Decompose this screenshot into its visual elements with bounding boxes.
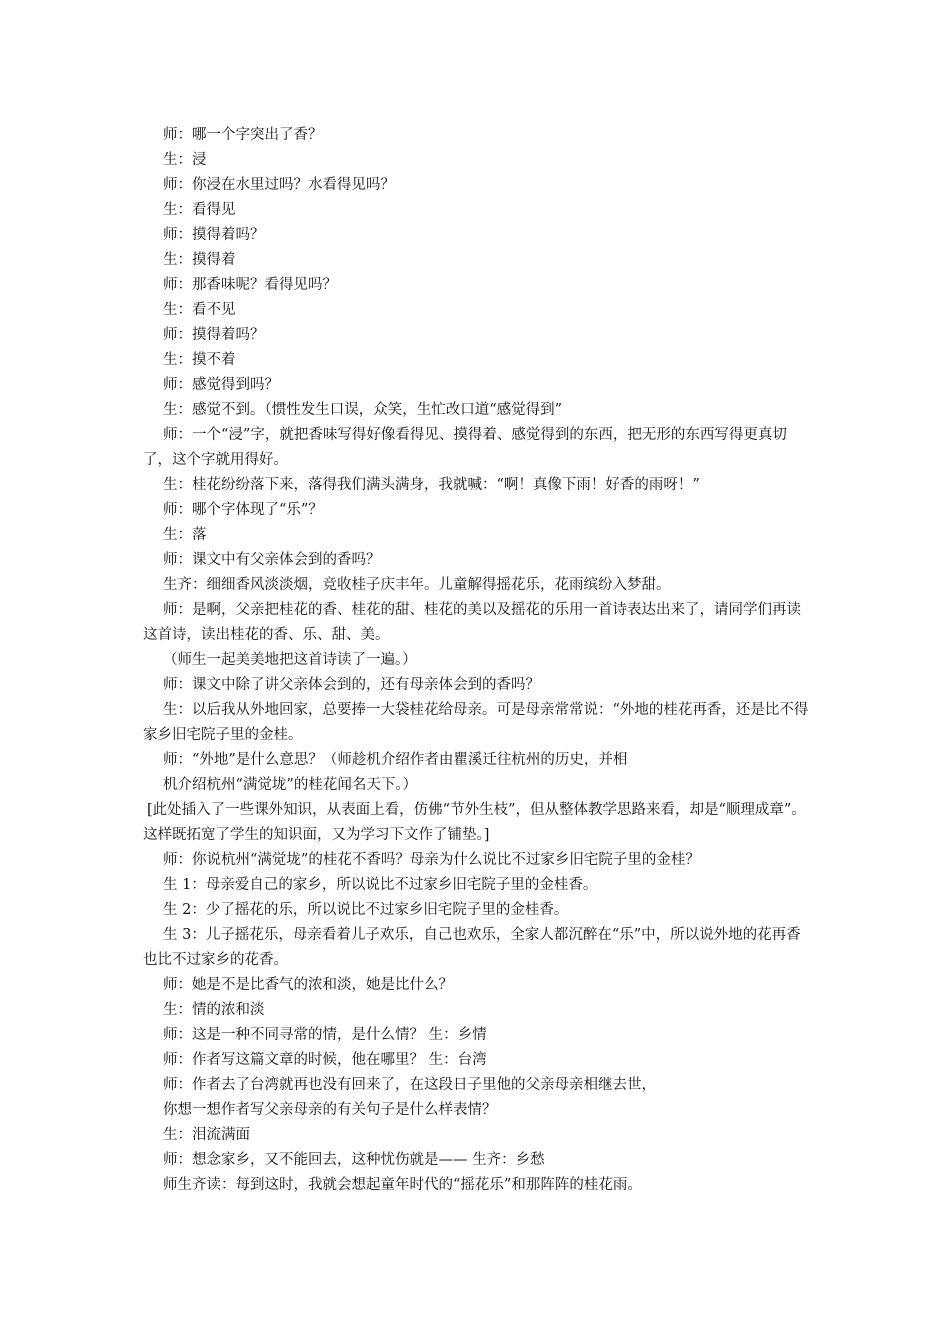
dialogue-line: 师：感觉得到吗？ <box>163 377 279 393</box>
dialogue-line: 生 1：母亲爱自己的家乡，所以说比不过家乡旧宅院子里的金桂香。 <box>163 877 598 893</box>
dialogue-line: 师：这是一种不同寻常的情，是什么情？ 生：乡情 <box>163 1027 487 1043</box>
dialogue-line: 师生齐读：每到这时，我就会想起童年时代的“摇花乐”和那阵阵的桂花雨。 <box>163 1177 642 1193</box>
dialogue-line: 师：哪一个字突出了香？ <box>163 127 323 143</box>
dialogue-line: 师：摸得着吗？ <box>163 227 265 243</box>
commentary-note: [此处插入了一些课外知识，从表面上看，仿佛“节外生枝”，但从整体教学思路来看，却是“顺理成章”。这样既拓宽了学生的知识面，又为学习下文作了铺垫。] <box>143 802 806 843</box>
dialogue-line: 生：以后我从外地回家，总要捧一大袋桂花给母亲。可是母亲常常说：“外地的桂花再香，还是比不得家乡旧宅院子里的金桂。 <box>143 702 809 743</box>
dialogue-line: 生：桂花纷纷落下来，落得我们满头满身，我就喊：“啊！真像下雨！好香的雨呀！” <box>163 477 700 493</box>
dialogue-line: 师：课文中除了讲父亲体会到的，还有母亲体会到的香吗？ <box>163 677 540 693</box>
dialogue-line: 生：浸 <box>163 152 207 168</box>
dialogue-line: 生 3：儿子摇花乐，母亲看着儿子欢乐，自己也欢乐，全家人都沉醉在“乐”中，所以说外地的花再香也比不过家乡的花香。 <box>143 927 801 968</box>
dialogue-line: 生：情的浓和淡 <box>163 1002 265 1018</box>
dialogue-line-continued: 你想一想作者写父亲母亲的有关句子是什么样表情？ <box>163 1102 497 1118</box>
dialogue-line: 生：泪流满面 <box>163 1127 250 1143</box>
dialogue-line: 师：“外地”是什么意思？（师趁机介绍作者由瞿溪迁往杭州的历史，并相 <box>163 752 628 768</box>
dialogue-line: 师：想念家乡，又不能回去，这种忧伤就是—— 生齐：乡愁 <box>163 1152 545 1168</box>
stage-direction: （师生一起美美地把这首诗读了一遍。） <box>163 652 417 668</box>
dialogue-line: 生：看得见 <box>163 202 236 218</box>
dialogue-line: 师：你浸在水里过吗？水看得见吗？ <box>163 177 395 193</box>
dialogue-line: 师：课文中有父亲体会到的香吗？ <box>163 552 381 568</box>
dialogue-line: 生：摸不着 <box>163 352 236 368</box>
poem-line: 生齐：细细香风淡淡烟，竞收桂子庆丰年。儿童解得摇花乐，花雨缤纷入梦甜。 <box>163 577 671 593</box>
dialogue-line: 师：作者写这篇文章的时候，他在哪里？ 生：台湾 <box>163 1052 487 1068</box>
dialogue-line: 生 2：少了摇花的乐，所以说比不过家乡旧宅院子里的金桂香。 <box>163 902 569 918</box>
dialogue-line: 生：感觉不到。（惯性发生口误，众笑，生忙改口道“感觉得到” <box>163 402 563 418</box>
dialogue-line: 生：看不见 <box>163 302 236 318</box>
dialogue-line: 师：那香味呢？看得见吗？ <box>163 277 337 293</box>
dialogue-line-continued: 机介绍杭州“满觉垅”的桂花闻名天下。） <box>163 777 418 793</box>
dialogue-line: 师：是啊，父亲把桂花的香、桂花的甜、桂花的美以及摇花的乐用一首诗表达出来了，请同学们再读这首诗，读出桂花的香、乐、甜、美。 <box>143 602 801 643</box>
dialogue-line: 师：你说杭州“满觉垅”的桂花不香吗？母亲为什么说比不过家乡旧宅院子里的金桂？ <box>163 852 700 868</box>
dialogue-line: 生：落 <box>163 527 207 543</box>
dialogue-line: 师：哪个字体现了“乐”？ <box>163 502 323 518</box>
dialogue-line: 生：摸得着 <box>163 252 236 268</box>
dialogue-line: 师：作者去了台湾就再也没有回来了，在这段日子里他的父亲母亲相继去世， <box>163 1077 656 1093</box>
dialogue-line: 师：一个“浸”字，就把香味写得好像看得见、摸得着、感觉得到的东西，把无形的东西写得更真切了，这个字就用得好。 <box>143 427 787 468</box>
document-body <box>143 123 813 1198</box>
dialogue-line: 师：她是不是比香气的浓和淡，她是比什么？ <box>163 977 453 993</box>
dialogue-line: 师：摸得着吗？ <box>163 327 265 343</box>
